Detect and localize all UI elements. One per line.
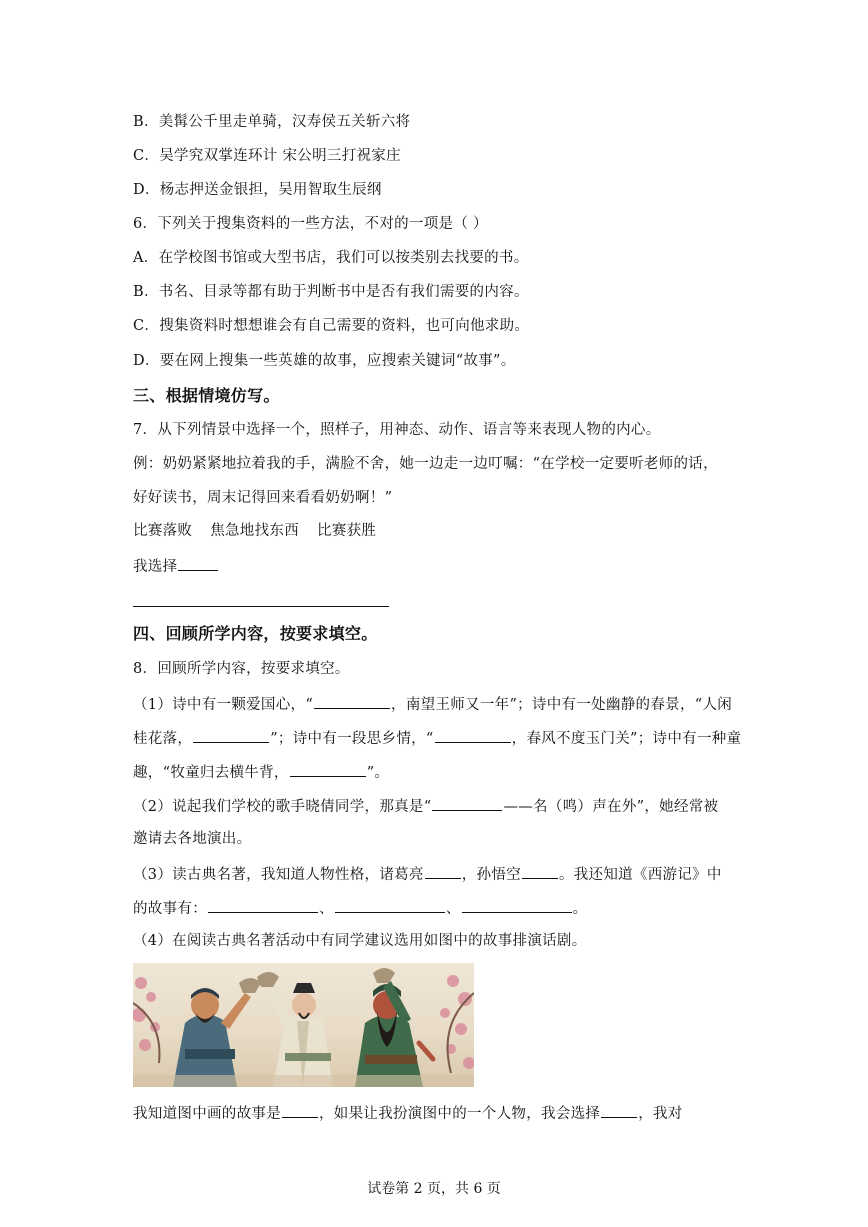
- q8-part1-line1: [133, 693, 732, 715]
- text-segment: （2）说起我们学校的歌手晓倩同学，那真是“: [133, 799, 432, 815]
- text-segment: 的故事有：: [133, 901, 207, 917]
- ground: [133, 1075, 474, 1087]
- option-b-text: B．美髯公千里走单骑，汉寿侯五关斩六将: [133, 114, 411, 130]
- q8-part1-line2: [133, 727, 741, 749]
- text-segment: ，我对: [638, 1106, 683, 1122]
- q8-part1-line3: [133, 761, 389, 783]
- text-segment: 我知道图中画的故事是: [133, 1106, 281, 1122]
- my-choice-label: 我选择: [133, 559, 178, 575]
- q6-option-d: D．要在网上搜集一些英雄的故事，应搜索关键词“故事”。: [133, 353, 516, 369]
- example-line-2: 好好读书，周末记得回来看看奶奶啊！”: [133, 490, 393, 506]
- my-choice-line: [133, 555, 219, 577]
- answer-writing-line[interactable]: [133, 606, 389, 607]
- answer-blank[interactable]: [462, 897, 572, 913]
- q8-part2-line1: [133, 795, 718, 817]
- question-7: 7．从下列情景中选择一个，照样子，用神态、动作、语言等来表现人物的内心。: [133, 422, 661, 438]
- option-c-text: C．吴学究双掌连环计 宋公明三打祝家庄: [133, 148, 401, 164]
- text-segment: ，孙悟空: [461, 867, 521, 883]
- answer-blank[interactable]: [314, 693, 390, 709]
- answer-blank[interactable]: [208, 897, 318, 913]
- text-segment: （1）诗中有一颗爱国心，“: [133, 697, 314, 713]
- text-segment: 。我还知道《西游记》中: [558, 867, 722, 883]
- example-line-1: 例：奶奶紧紧地拉着我的手，满脸不舍，她一边走一边叮嘱：“在学校一定要听老师的话，: [133, 456, 718, 472]
- text-segment: ，春风不度玉门关”；诗中有一种童: [511, 731, 742, 747]
- text-segment: 。: [572, 901, 588, 917]
- text-segment: 、: [319, 901, 334, 917]
- text-segment: ，南望王师又一年”；诗中有一处幽静的春景，“人闲: [391, 697, 733, 713]
- option-d-text: D．杨志押送金银担，吴用智取生辰纲: [133, 182, 382, 198]
- answer-blank[interactable]: [282, 1102, 318, 1118]
- answer-blank[interactable]: [178, 555, 218, 571]
- answer-blank[interactable]: [193, 727, 269, 743]
- text-segment: ”。: [366, 765, 390, 781]
- text-segment: 桂花落，: [133, 731, 193, 747]
- answer-blank[interactable]: [425, 863, 461, 879]
- q6-option-b: B．书名、目录等都有助于判断书中是否有我们需要的内容。: [133, 284, 529, 300]
- text-segment: ——名（鸣）声在外”，她经常被: [503, 799, 719, 815]
- right-general-figure: [355, 968, 433, 1087]
- text-segment: （3）读古典名著，我知道人物性格，诸葛亮: [133, 867, 424, 883]
- q6-option-a: A．在学校图书馆或大型书店，我们可以按类别去找要的书。: [133, 250, 529, 266]
- answer-blank[interactable]: [522, 863, 558, 879]
- scenario-option: 焦急地找东西: [210, 523, 300, 539]
- text-segment: ，如果让我扮演图中的一个人物，我会选择: [319, 1106, 601, 1122]
- question-6: 6．下列关于搜集资料的一些方法，不对的一项是（ ）: [133, 216, 488, 232]
- q8-part3-line2: [133, 897, 587, 919]
- q6-option-c: C．搜集资料时想想谁会有自己需要的资料，也可向他求助。: [133, 318, 530, 334]
- text-segment: ”；诗中有一段思乡情，“: [270, 731, 434, 747]
- page-footer: 试卷第 2 页，共 6 页: [367, 1181, 501, 1197]
- scenario-option: 比赛落败: [133, 523, 193, 539]
- q8-part3-line1: [133, 863, 722, 885]
- answer-blank[interactable]: [335, 897, 445, 913]
- text-segment: 趣，“牧童归去横牛背，: [133, 765, 289, 781]
- section-3-heading: 三、根据情境仿写。: [133, 386, 280, 405]
- scenario-option: 比赛获胜: [317, 523, 377, 539]
- three-heroes-illustration: [133, 963, 474, 1087]
- scenario-options: [133, 521, 376, 541]
- answer-blank[interactable]: [435, 727, 511, 743]
- answer-blank[interactable]: [290, 761, 366, 777]
- q8-part2-line2: 邀请去各地演出。: [133, 831, 252, 847]
- middle-scholar-figure: [257, 972, 333, 1087]
- section-4-heading: 四、回顾所学内容，按要求填空。: [133, 624, 378, 643]
- answer-blank[interactable]: [432, 795, 502, 811]
- illustration-svg: [133, 963, 474, 1087]
- text-segment: 、: [445, 901, 461, 917]
- answer-blank[interactable]: [601, 1102, 637, 1118]
- left-warrior-figure: [173, 978, 261, 1087]
- question-8: 8．回顾所学内容，按要求填空。: [133, 661, 350, 677]
- q8-part4-answer-line: [133, 1102, 683, 1124]
- q8-part4-line: （4）在阅读古典名著活动中有同学建议选用如图中的故事排演话剧。: [133, 933, 587, 949]
